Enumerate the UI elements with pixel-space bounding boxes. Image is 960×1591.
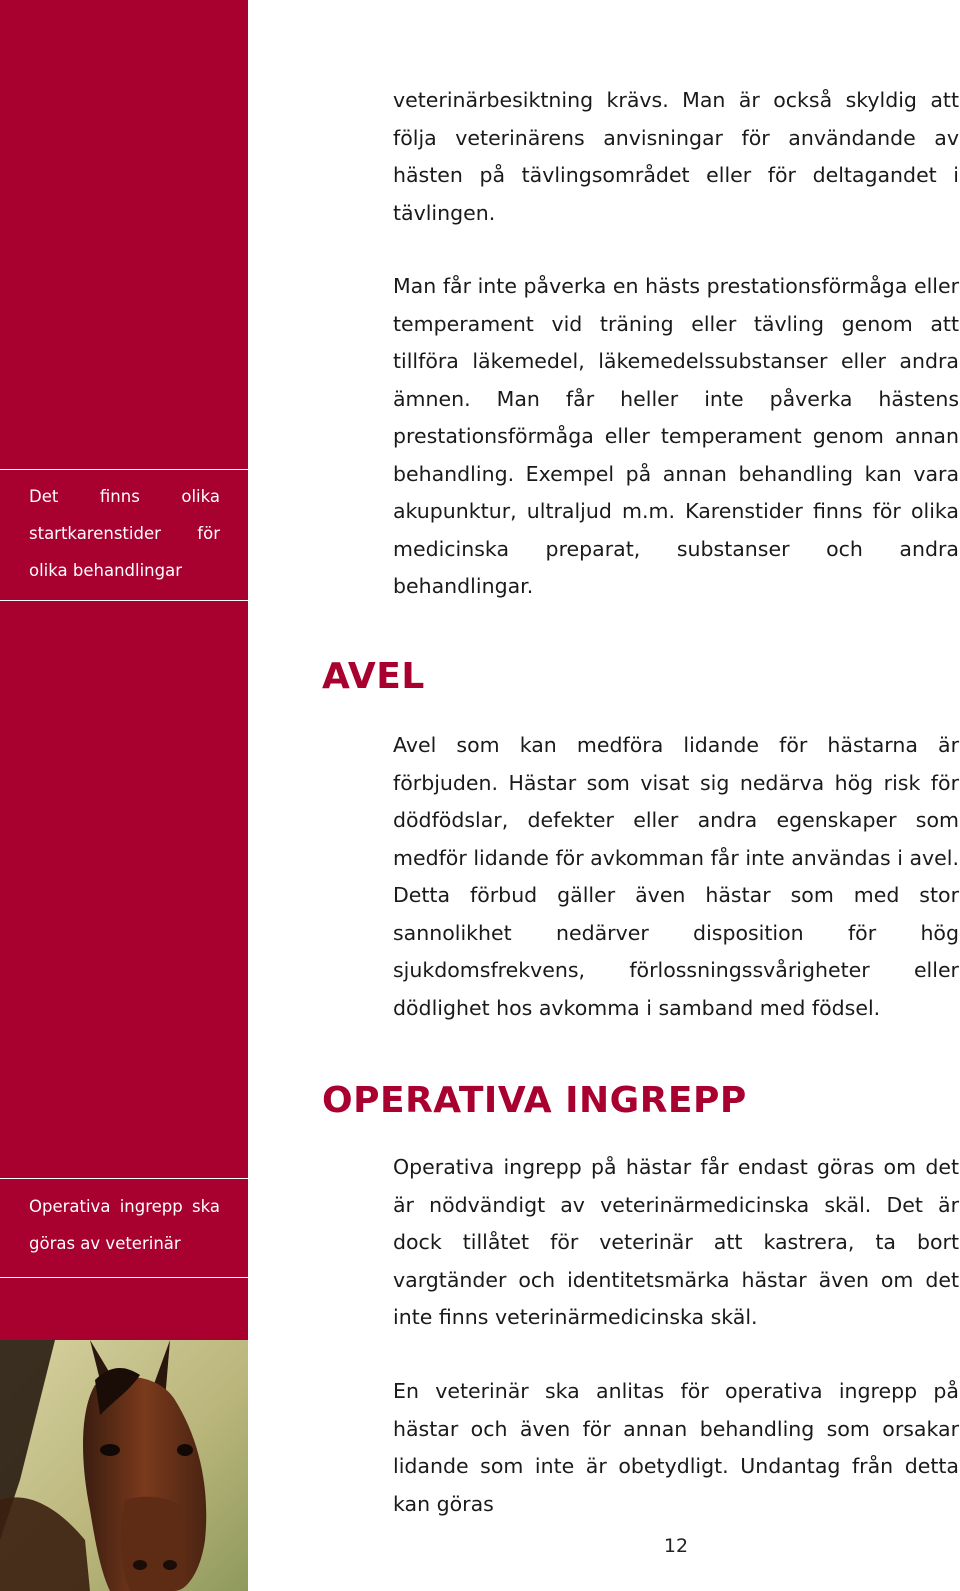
page-number: 12 [663,1535,689,1557]
body-paragraph-avel: Avel som kan medföra lidande för hästarna är förbjuden. Hästar som visat sig nedärva hög risk för dödfödslar, defekter eller andra egenskaper som medför lidande för avkomman får inte användas i avel. Detta förbud gäller även hästar som med stor sannolikhet nedärver disposition för hög sjukdomsfrekvens, förlossningssvårigheter eller dödlighet hos avkomma i samband med födsel. [393,733,959,1020]
body-paragraph-intro-1: veterinärbesiktning krävs. Man är också skyldig att följa veterinärens anvisningar för användande av hästen på tävlingsområdet eller för deltagandet i tävlingen. [393,88,959,225]
horse-photo [0,1340,248,1591]
sidebar-band [0,0,248,1340]
pullquote-operativa: Operativa ingrepp ska göras av veterinär [0,1178,248,1278]
pullquote-startkarens: Det finns olika startkarenstider för olika behandlingar [0,469,248,601]
body-paragraph-operativa-1: Operativa ingrepp på hästar får endast göras om det är nödvändigt av veterinärmedicinska skäl. Det är dock tillåtet för veterinär att kastrera, ta bort vargtänder och identitetsmärka hästar även om det inte finns veterinärmedicinska skäl. [393,1155,959,1329]
body-paragraph-operativa-2: En veterinär ska anlitas för operativa ingrepp på hästar och även för annan behandling som orsakar lidande som inte är obetydligt. Undantag från detta kan göras [393,1379,959,1516]
body-paragraph-intro-2: Man får inte påverka en hästs prestationsförmåga eller temperament vid träning eller tävling genom att tillföra läkemedel, läkemedelssubstanser eller andra ämnen. Man får heller inte påverka hästens prestationsförmåga eller temperament genom annan behandling. Exempel på annan behandling kan vara akupunktur, ultraljud m.m. Karenstider finns för olika medicinska preparat, substanser och andra behandlingar. [393,274,959,598]
section-heading-operativa: OPERATIVA INGREPP [322,1080,747,1121]
section-heading-avel: AVEL [322,656,425,697]
